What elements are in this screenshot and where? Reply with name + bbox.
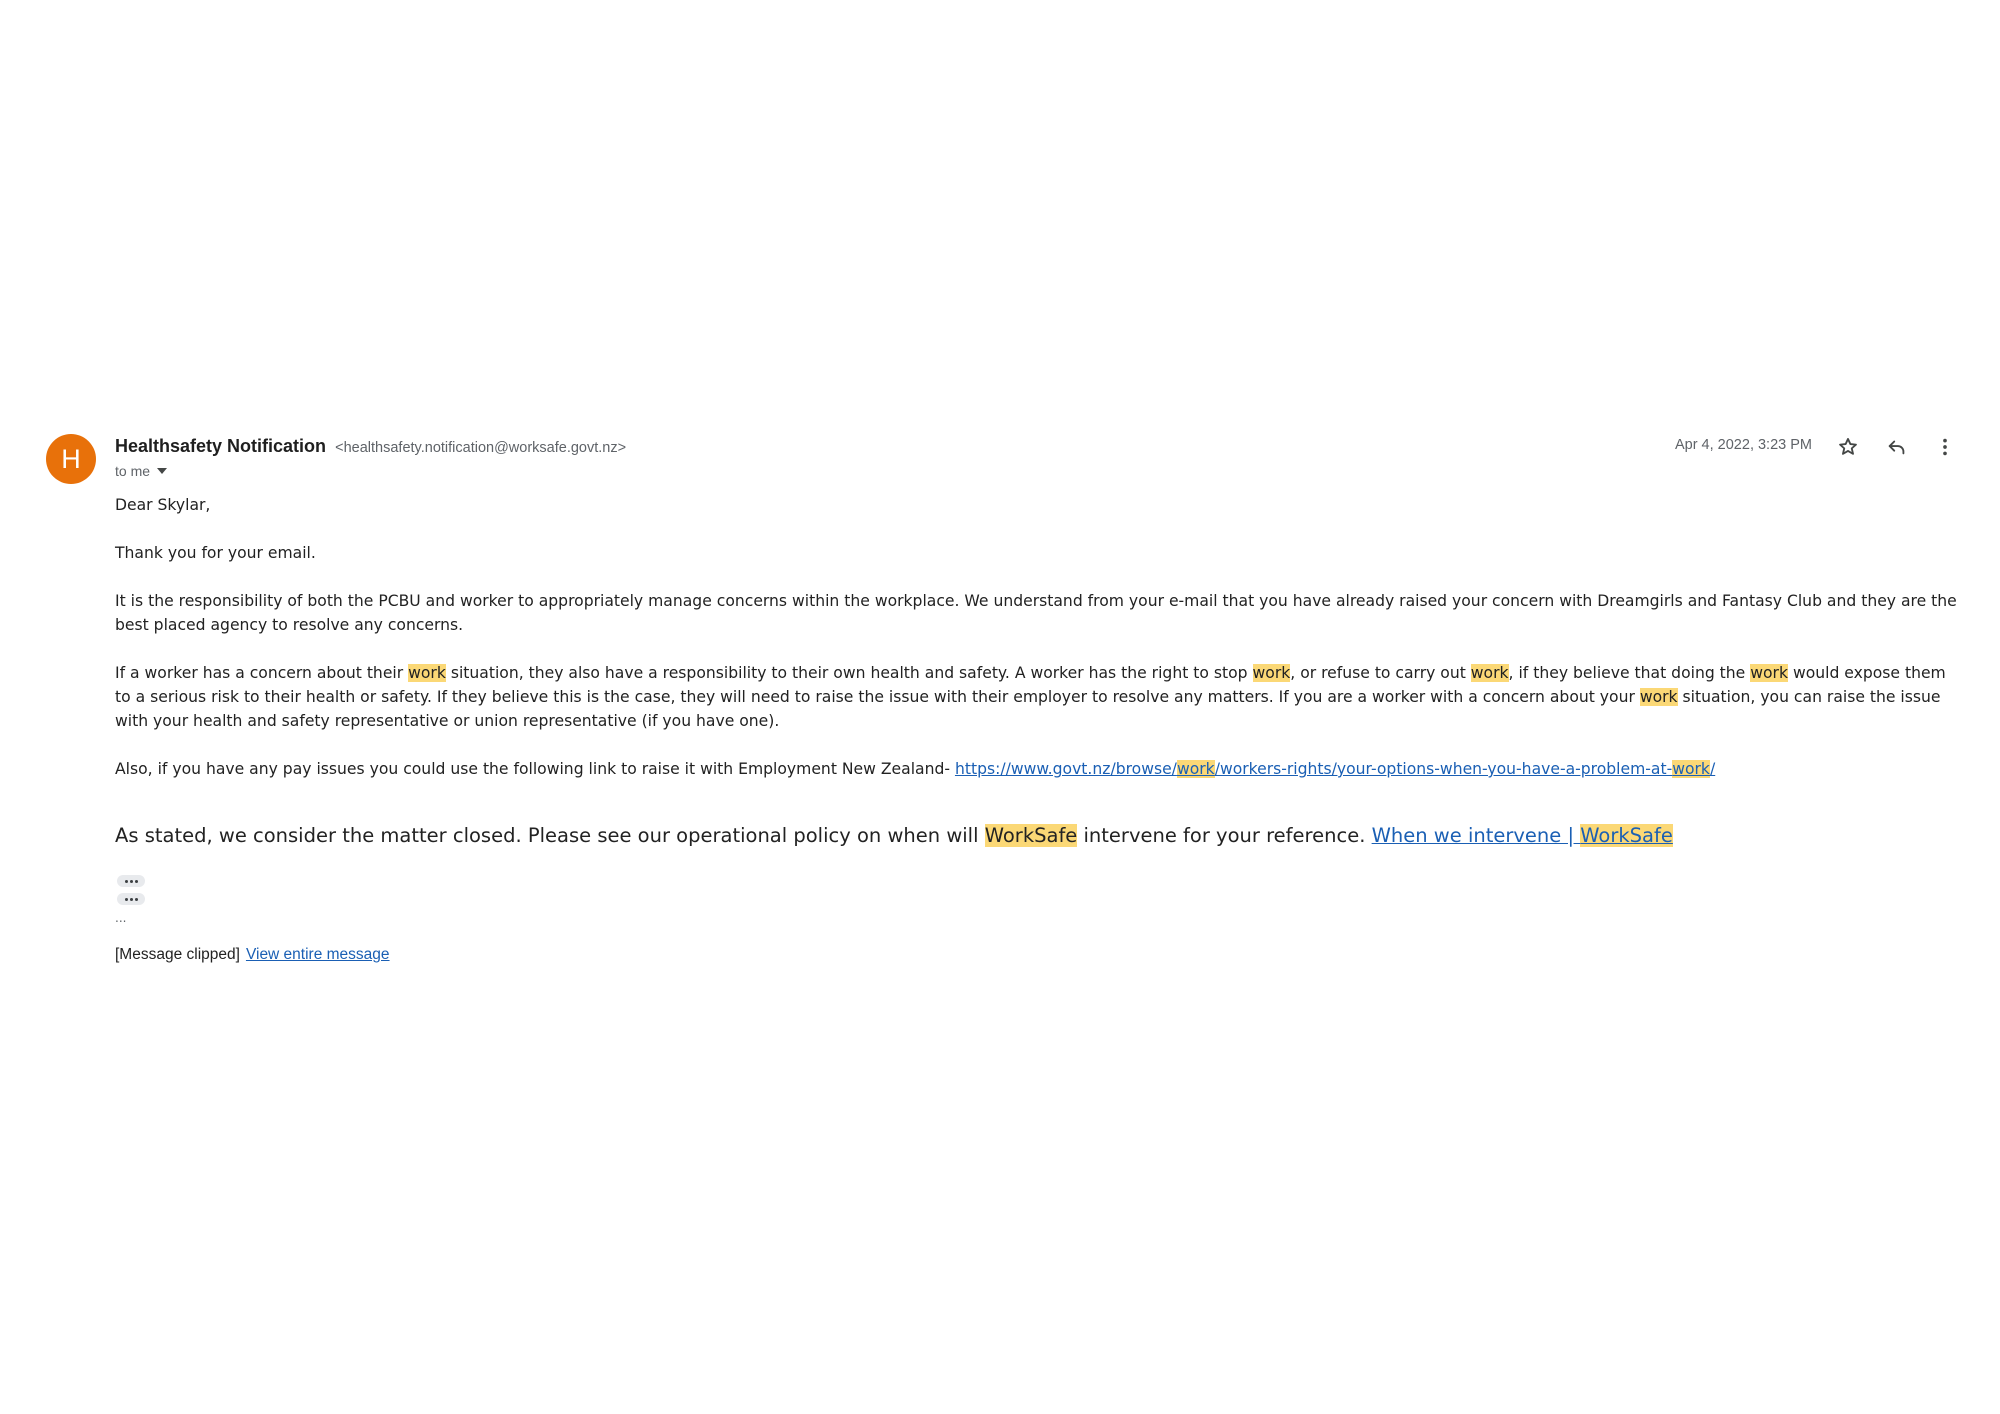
paragraph-worker-rights	[115, 661, 1960, 733]
sender-line	[115, 436, 626, 457]
clipped-label: [Message clipped]	[115, 946, 240, 963]
trimmed-ellipsis: ...	[115, 911, 127, 925]
paragraph-pay-issues	[115, 757, 1960, 781]
paragraph-responsibility: It is the responsibility of both the PCBU and worker to appropriately manage concerns within the workplace. We understand from your e-mail that you have already raised your concern with Dreamgirls and Fantasy Club and they are the best placed agency to resolve any concerns.	[115, 592, 1957, 634]
message-body	[115, 493, 1960, 967]
show-trimmed-content-button[interactable]	[117, 893, 145, 905]
star-icon	[1837, 436, 1859, 458]
view-entire-message-link[interactable]: View entire message	[245, 946, 390, 963]
more-options-button[interactable]	[1930, 432, 1960, 462]
paragraph-thanks: Thank you for your email.	[115, 544, 316, 562]
message-clipped-notice	[115, 943, 1960, 967]
text-run: , if they believe that doing the	[1508, 664, 1751, 682]
sender-email: <healthsafety.notification@worksafe.govt.nz>	[335, 440, 627, 456]
text-run: would expose them to a serious risk to their health or safety. If they believe this is the case, they will need to raise the issue with their employer to resolve any matters. If you are a worker with a concern about your	[115, 664, 1946, 706]
recipients-toggle[interactable]	[115, 463, 167, 479]
paragraph-matter-closed	[115, 821, 1960, 851]
search-highlight: work	[408, 664, 446, 682]
sender-name[interactable]: Healthsafety Notification	[115, 436, 327, 456]
greeting: Dear Skylar,	[115, 496, 211, 514]
message-date: Apr 4, 2022, 3:23 PM	[1674, 437, 1812, 453]
more-vert-icon	[1934, 436, 1956, 458]
show-trimmed-content-button[interactable]	[117, 875, 145, 887]
text-run: situation, they also have a responsibility to their own health and safety. A worker has the right to stop	[445, 664, 1253, 682]
text-run: situation, you can raise the issue with your health and safety representative or union representative (if you have one).	[115, 688, 1941, 730]
search-highlight: work	[1176, 760, 1215, 778]
caret-down-icon[interactable]	[157, 468, 167, 474]
reply-icon	[1886, 436, 1908, 458]
search-highlight: WorkSafe	[984, 824, 1078, 847]
text-run: As stated, we consider the matter closed. Please see our operational policy on when will	[115, 824, 985, 847]
to-label: to me	[115, 463, 151, 479]
search-highlight: work	[1252, 664, 1291, 682]
text-run: , or refuse to carry out	[1290, 664, 1471, 682]
when-we-intervene-link[interactable]	[1372, 824, 1673, 847]
search-highlight: work	[1470, 664, 1509, 682]
text-run: Also, if you have any pay issues you could use the following link to raise it with Employment New Zealand-	[115, 760, 955, 778]
reply-button[interactable]	[1882, 432, 1912, 462]
employment-nz-link[interactable]	[955, 760, 1715, 778]
link-text: When we intervene |	[1371, 824, 1581, 847]
text-run: intervene for your reference.	[1077, 824, 1372, 847]
search-highlight: WorkSafe	[1580, 824, 1673, 847]
search-highlight: work	[1639, 688, 1678, 706]
text-run: If a worker has a concern about their	[115, 664, 409, 682]
avatar[interactable]: H	[46, 434, 96, 484]
search-highlight: work	[1672, 760, 1710, 778]
link-text: /workers-rights/your-options-when-you-have-a-problem-at-	[1214, 760, 1673, 778]
star-button[interactable]	[1833, 432, 1863, 462]
link-text: /	[1709, 760, 1716, 778]
link-text: https://www.govt.nz/browse/	[954, 760, 1177, 778]
search-highlight: work	[1750, 664, 1788, 682]
